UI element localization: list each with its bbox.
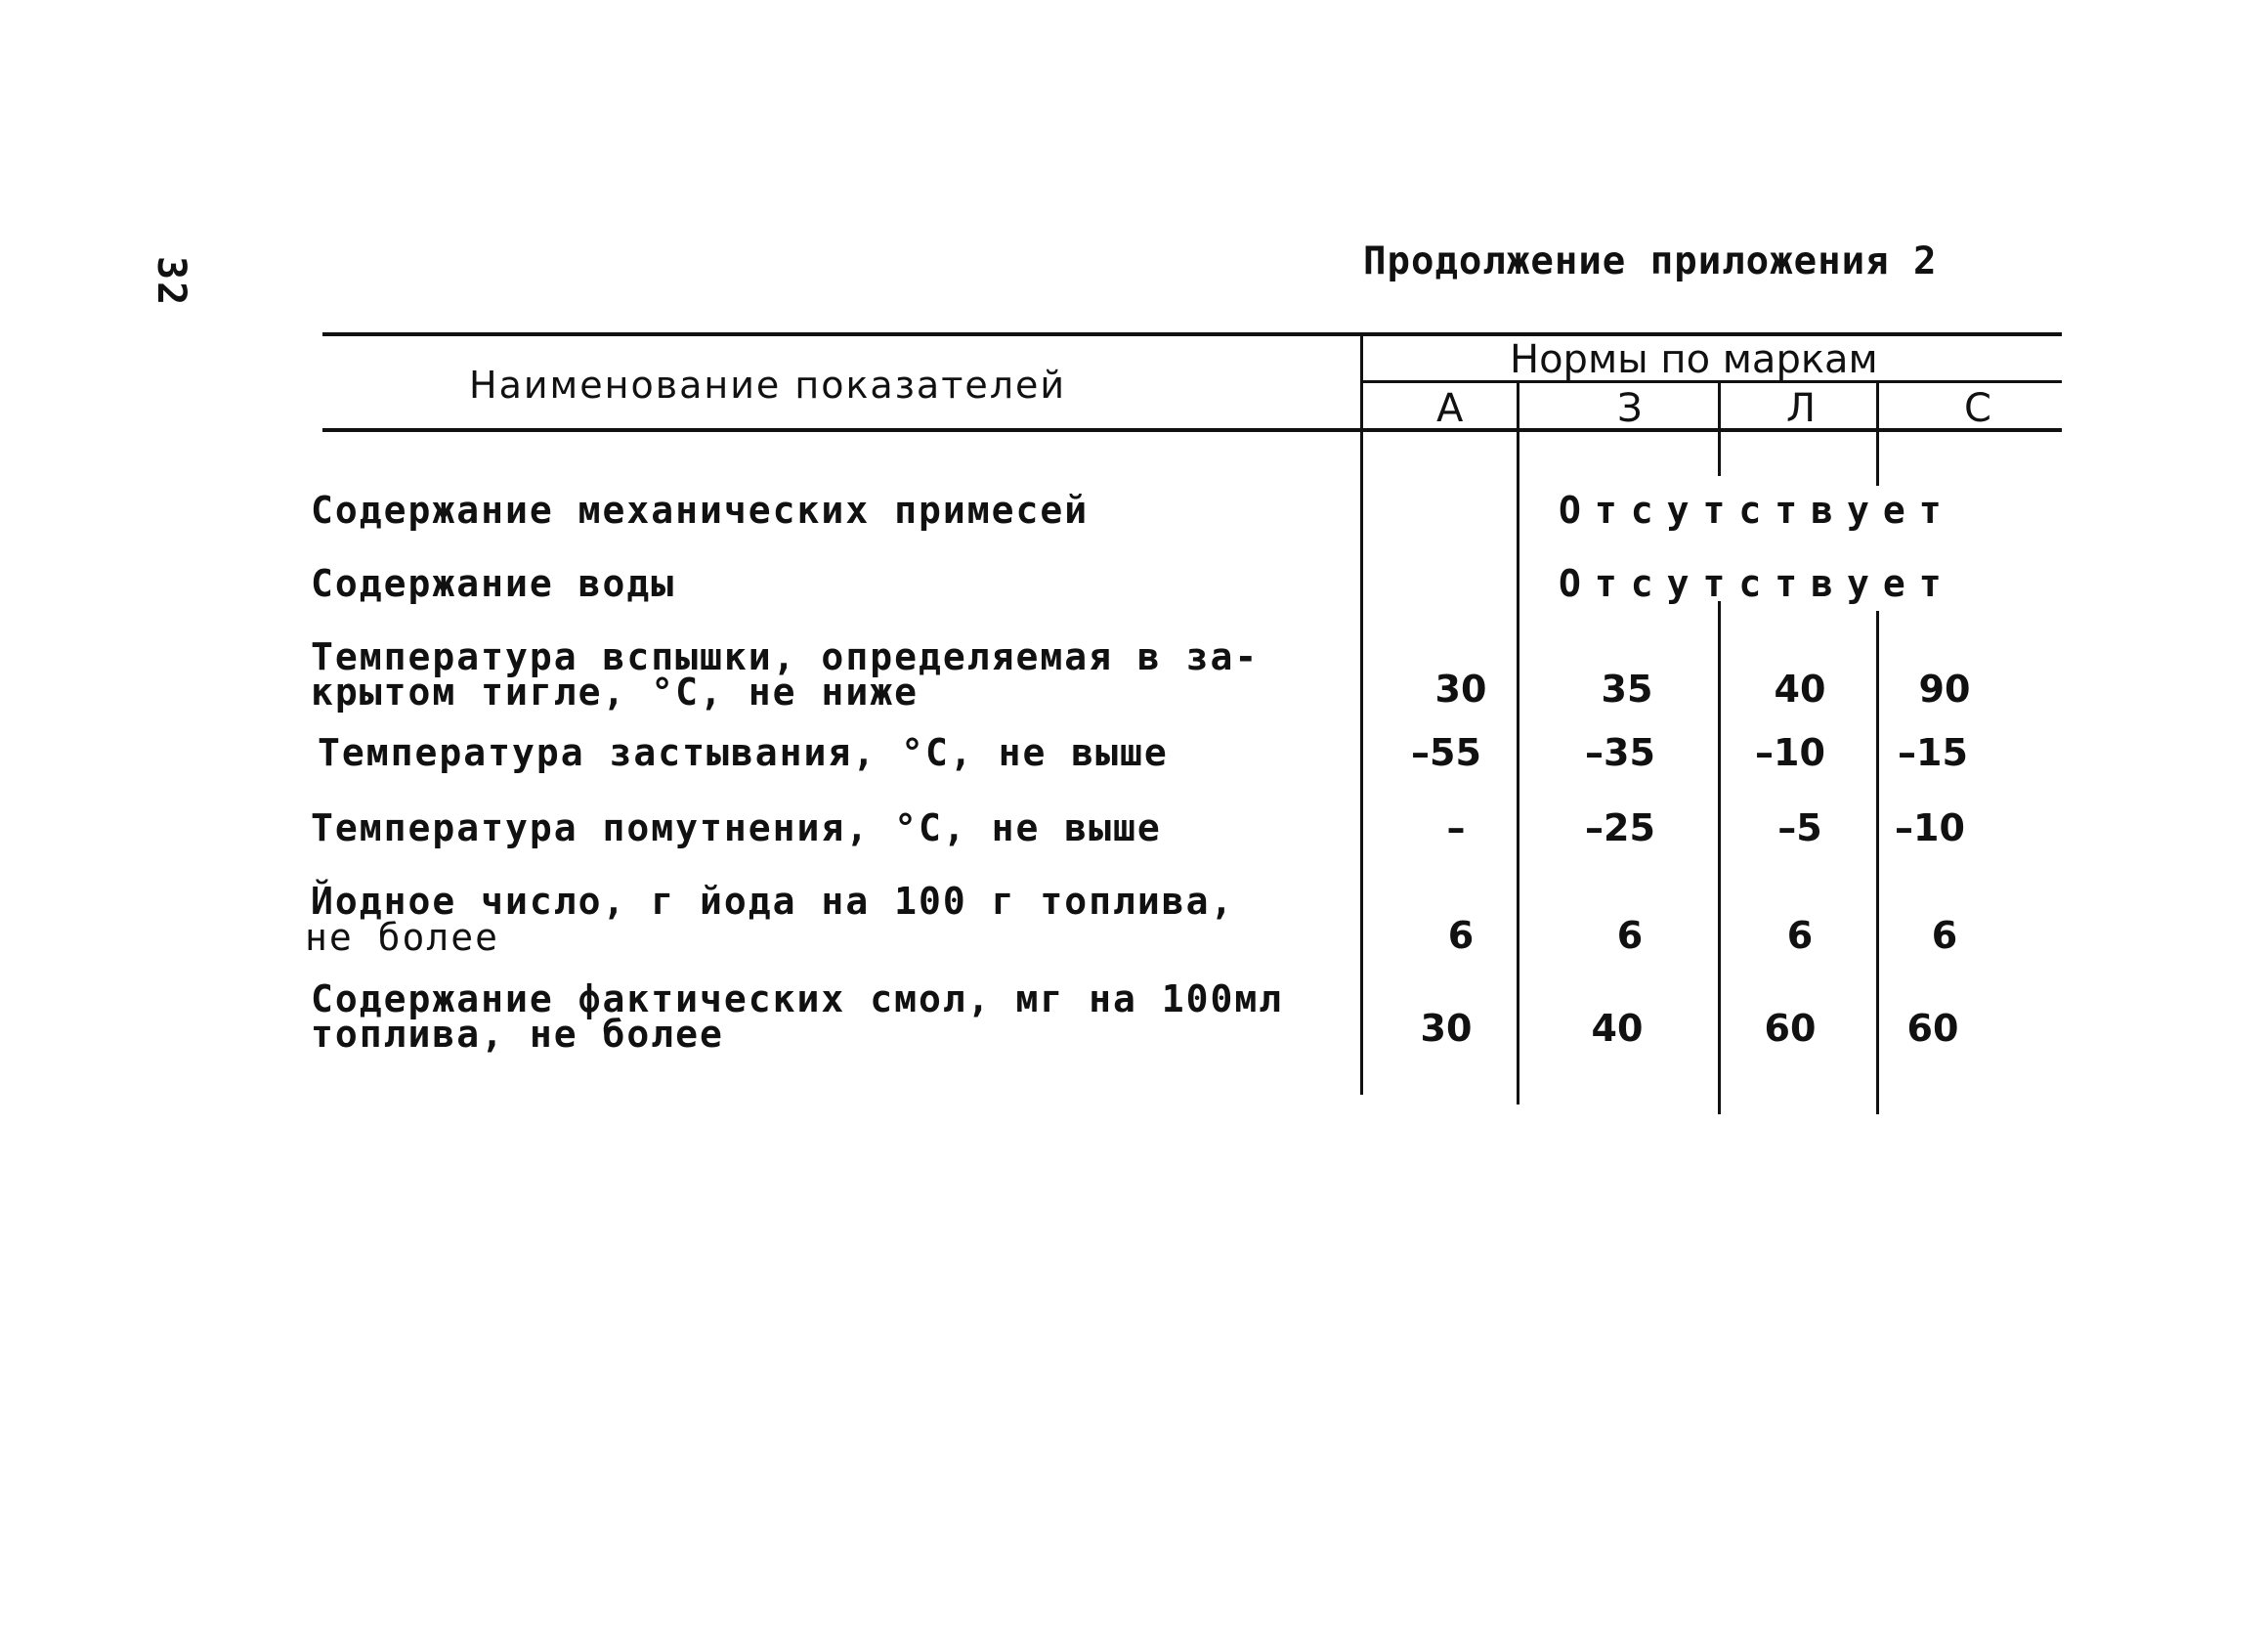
- value-a: 30: [1420, 1007, 1473, 1050]
- value-z: –35: [1585, 731, 1655, 774]
- value-a: 30: [1434, 668, 1487, 711]
- row-name-line2: топлива, не более: [311, 1013, 724, 1056]
- row-name: Содержание механических примесей: [311, 489, 1090, 532]
- value-l: –5: [1777, 806, 1822, 849]
- header-grade-z: З: [1617, 386, 1643, 431]
- row-name-line2: крытом тигле, °С, не ниже: [311, 671, 919, 714]
- value-l: 6: [1786, 914, 1814, 957]
- col-sep-z-top: [1718, 383, 1721, 476]
- value-z: 6: [1616, 914, 1644, 957]
- row-name: Температура помутнения, °С, не выше: [311, 806, 1162, 849]
- col-sep-z: [1718, 601, 1721, 1114]
- continuation-title: Продолжение приложения 2: [1363, 239, 1938, 283]
- table-top-rule: [322, 332, 2062, 336]
- value-c: –10: [1895, 806, 1965, 849]
- row-span-value: Отсутствует: [1559, 489, 1955, 532]
- value-a: 6: [1447, 914, 1475, 957]
- page-number: 32: [149, 256, 193, 308]
- col-sep-a: [1517, 383, 1519, 1105]
- header-grade-c: С: [1964, 386, 1991, 431]
- row-name-line1: Йодное число, г йода на 100 г топлива,: [311, 880, 1235, 923]
- value-a: –: [1446, 806, 1466, 849]
- value-l: 60: [1764, 1007, 1817, 1050]
- value-c: 90: [1918, 668, 1971, 711]
- value-a: –55: [1411, 731, 1481, 774]
- value-z: –25: [1585, 806, 1655, 849]
- header-group: Нормы по маркам: [1510, 337, 1878, 382]
- header-name-col: Наименование показателей: [469, 364, 1067, 407]
- header-grade-a: А: [1436, 386, 1464, 431]
- col-sep-name: [1360, 334, 1363, 1095]
- header-grade-l: Л: [1786, 386, 1817, 431]
- row-name-line1: Температура вспышки, определяемая в за-: [311, 635, 1260, 678]
- row-name-line2: не более: [305, 916, 500, 959]
- row-name: Содержание воды: [311, 562, 676, 605]
- value-c: 6: [1931, 914, 1958, 957]
- row-name-line1: Содержание фактических смол, мг на 100мл: [311, 977, 1284, 1020]
- value-l: –10: [1755, 731, 1825, 774]
- value-c: 60: [1906, 1007, 1959, 1050]
- value-z: 35: [1601, 668, 1653, 711]
- row-span-value: Отсутствует: [1559, 562, 1955, 605]
- value-l: 40: [1774, 668, 1826, 711]
- row-name: Температура застывания, °С, не выше: [318, 731, 1169, 774]
- value-c: –15: [1898, 731, 1968, 774]
- value-z: 40: [1591, 1007, 1644, 1050]
- col-sep-l-top: [1876, 383, 1879, 486]
